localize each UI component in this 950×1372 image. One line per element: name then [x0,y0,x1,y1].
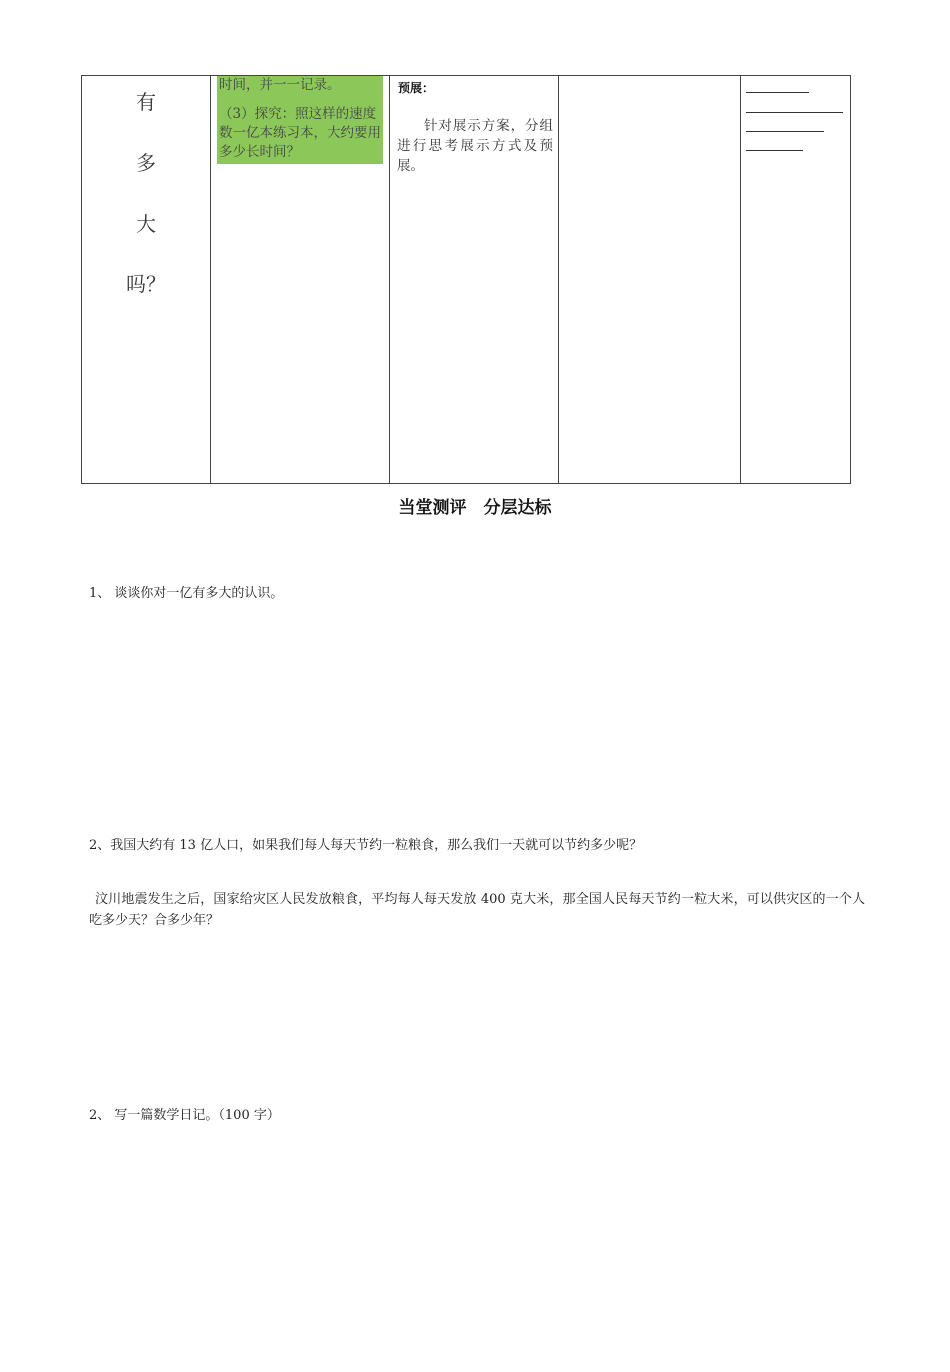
question-2-extra: 汶川地震发生之后，国家给灾区人民发放粮食，平均每人每天发放 400 克大米，那全国人民每天节约一粒大米，可以供灾区的一个人吃多少天？合多少年？ [89,892,865,928]
blank-line [746,92,809,93]
question-2: 2、我国大约有 13 亿人口，如果我们每人每天节约一粒粮食，那么我们一天就可以节约多少呢？ [89,838,643,853]
question-3: 2、 写一篇数学日记。（100 字） [89,1108,280,1123]
activity-text-explore: （3）探究：照这样的速度数一亿本练习本，大约要用多少长时间？ [219,106,381,160]
vertical-title-char: 多 [136,151,156,175]
column-divider [558,76,559,483]
blank-line [746,131,824,132]
lesson-table [81,75,851,484]
preview-text: 针对展示方案，分组进行思考展示方式及预展。 [397,118,553,174]
blank-line [746,150,803,151]
activity-text-line1: 时间，并一一记录。 [219,77,341,93]
blank-line [746,112,843,113]
vertical-title-char: 有 [136,90,156,114]
column-divider [210,76,211,483]
section-heading: 当堂测评 分层达标 [398,498,552,518]
preview-label: 预展： [398,81,435,95]
column-divider [389,76,390,483]
vertical-title-char: 吗？ [126,272,166,296]
vertical-title-char: 大 [136,212,156,236]
column-divider [740,76,741,483]
question-1: 1、 谈谈你对一亿有多大的认识。 [89,586,284,601]
